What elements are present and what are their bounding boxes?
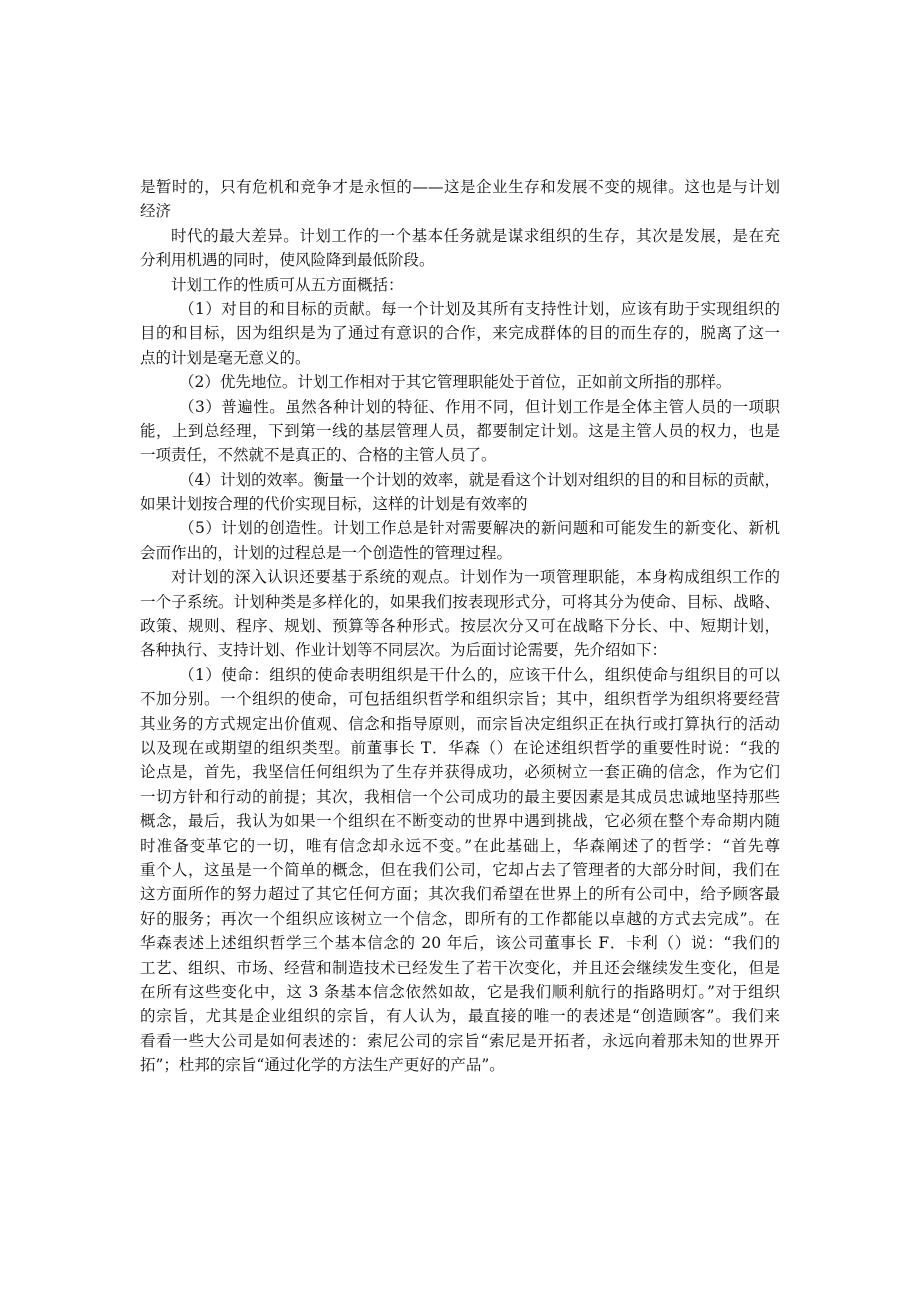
- text-line: 一个子系统。计划种类是多样化的，如果我们按表现形式分，可将其分为使命、目标、战略、: [140, 592, 780, 611]
- text-line: 计划工作的性质可从五方面概括：: [171, 275, 404, 294]
- text-line: 时准备变革它的一切，唯有信念却永远不变。”在此基础上，华森阐述了的哲学：“首先尊: [140, 836, 780, 855]
- text-line: 分利用机遇的同时，使风险降到最低阶段。: [140, 251, 435, 270]
- text-line: 一切方针和行动的前提；其次，我相信一个公司成功的最主要因素是其成员忠诚地坚持那些: [140, 787, 780, 806]
- text-line: 的宗旨，尤其是企业组织的宗旨，有人认为，最直接的唯一的表述是“创造顾客”。我们来: [140, 1007, 780, 1026]
- text-line: 目的和目标，因为组织是为了通过有意识的合作，来完成群体的目的而生存的，脱离了这一: [140, 324, 780, 343]
- text-line: （2）优先地位。计划工作相对于其它管理职能处于首位，正如前文所指的那样。: [179, 373, 732, 392]
- text-line: 在所有这些变化中，这 3 条基本信念依然如故，它是我们顺利航行的指路明灯。”对于组织: [140, 982, 780, 1001]
- text-line: 经济: [140, 202, 172, 221]
- text-line: 华森表述上述组织哲学三个基本信念的 20 年后，该公司董事长 F．卡利（）说：“我们的: [140, 934, 780, 953]
- text-line: 对计划的深入认识还要基于系统的观点。计划作为一项管理职能，本身构成组织工作的: [171, 568, 780, 587]
- text-line: 时代的最大差异。计划工作的一个基本任务就是谋求组织的生存，其次是发展，是在充: [171, 226, 780, 245]
- text-line: （1）对目的和目标的贡献。每一个计划及其所有支持性计划，应该有助于实现组织的: [179, 299, 780, 318]
- text-line: （4）计划的效率。衡量一个计划的效率，就是看这个计划对组织的目的和目标的贡献，: [179, 470, 780, 489]
- text-line: （3）普遍性。虽然各种计划的特征、作用不同，但计划工作是全体主管人员的一项职: [179, 397, 780, 416]
- text-line: 点的计划是毫无意义的。: [140, 348, 311, 367]
- text-line: 这方面所作的努力超过了其它任何方面；其次我们希望在世界上的所有公司中，给予顾客最: [140, 885, 780, 904]
- text-line: 好的服务；再次一个组织应该树立一个信念，即所有的工作都能以卓越的方式去完成”。在: [140, 909, 780, 928]
- text-line: （1）使命：组织的使命表明组织是干什么的，应该干什么，组织使命与组织目的可以: [179, 665, 780, 684]
- text-line: 概念，最后，我认为如果一个组织在不断变动的世界中遇到挑战，它必须在整个寿命期内随: [140, 812, 780, 831]
- body-text: [140, 175, 780, 1077]
- text-line: 论点是，首先，我坚信任何组织为了生存并获得成功，必须树立一套正确的信念，作为它们: [140, 763, 780, 782]
- text-line: 不加分别。一个组织的使命，可包括组织哲学和组织宗旨；其中，组织哲学为组织将要经营: [140, 690, 780, 709]
- text-line: 其业务的方式规定出价值观、信念和指导原则，而宗旨决定组织正在执行或打算执行的活动: [140, 714, 780, 733]
- text-line: 能，上到总经理，下到第一线的基层管理人员，都要制定计划。这是主管人员的权力，也是: [140, 421, 780, 440]
- text-line: 工艺、组织、市场、经营和制造技术已经发生了若干次变化，并且还会继续发生变化，但是: [140, 958, 780, 977]
- text-line: 政策、规则、程序、规划、预算等各种形式。按层次分又可在战略下分长、中、短期计划，: [140, 617, 780, 636]
- text-line: 看看一些大公司是如何表述的：索尼公司的宗旨“索尼是开拓者，永远向着那未知的世界开: [140, 1031, 780, 1050]
- text-line: （5）计划的创造性。计划工作总是针对需要解决的新问题和可能发生的新变化、新机: [179, 519, 780, 538]
- text-line: 如果计划按合理的代价实现目标，这样的计划是有效率的: [140, 495, 528, 514]
- text-line: 重个人，这虽是一个简单的概念，但在我们公司，它却占去了管理者的大部分时间，我们在: [140, 860, 780, 879]
- text-line: 会而作出的，计划的过程总是一个创造性的管理过程。: [140, 543, 513, 562]
- text-line: 一项责任，不然就不是真正的、合格的主管人员了。: [140, 446, 497, 465]
- text-line: 各种执行、支持计划、作业计划等不同层次。为后面讨论需要，先介绍如下：: [140, 641, 668, 660]
- text-line: 拓”；杜邦的宗旨“通过化学的方法生产更好的产品”。: [140, 1056, 505, 1075]
- text-line: 以及现在或期望的组织类型。前董事长 T．华森（）在论述组织哲学的重要性时说：“我的: [140, 738, 780, 757]
- text-line: 是暂时的，只有危机和竞争才是永恒的——这是企业生存和发展不变的规律。这也是与计划: [140, 178, 780, 196]
